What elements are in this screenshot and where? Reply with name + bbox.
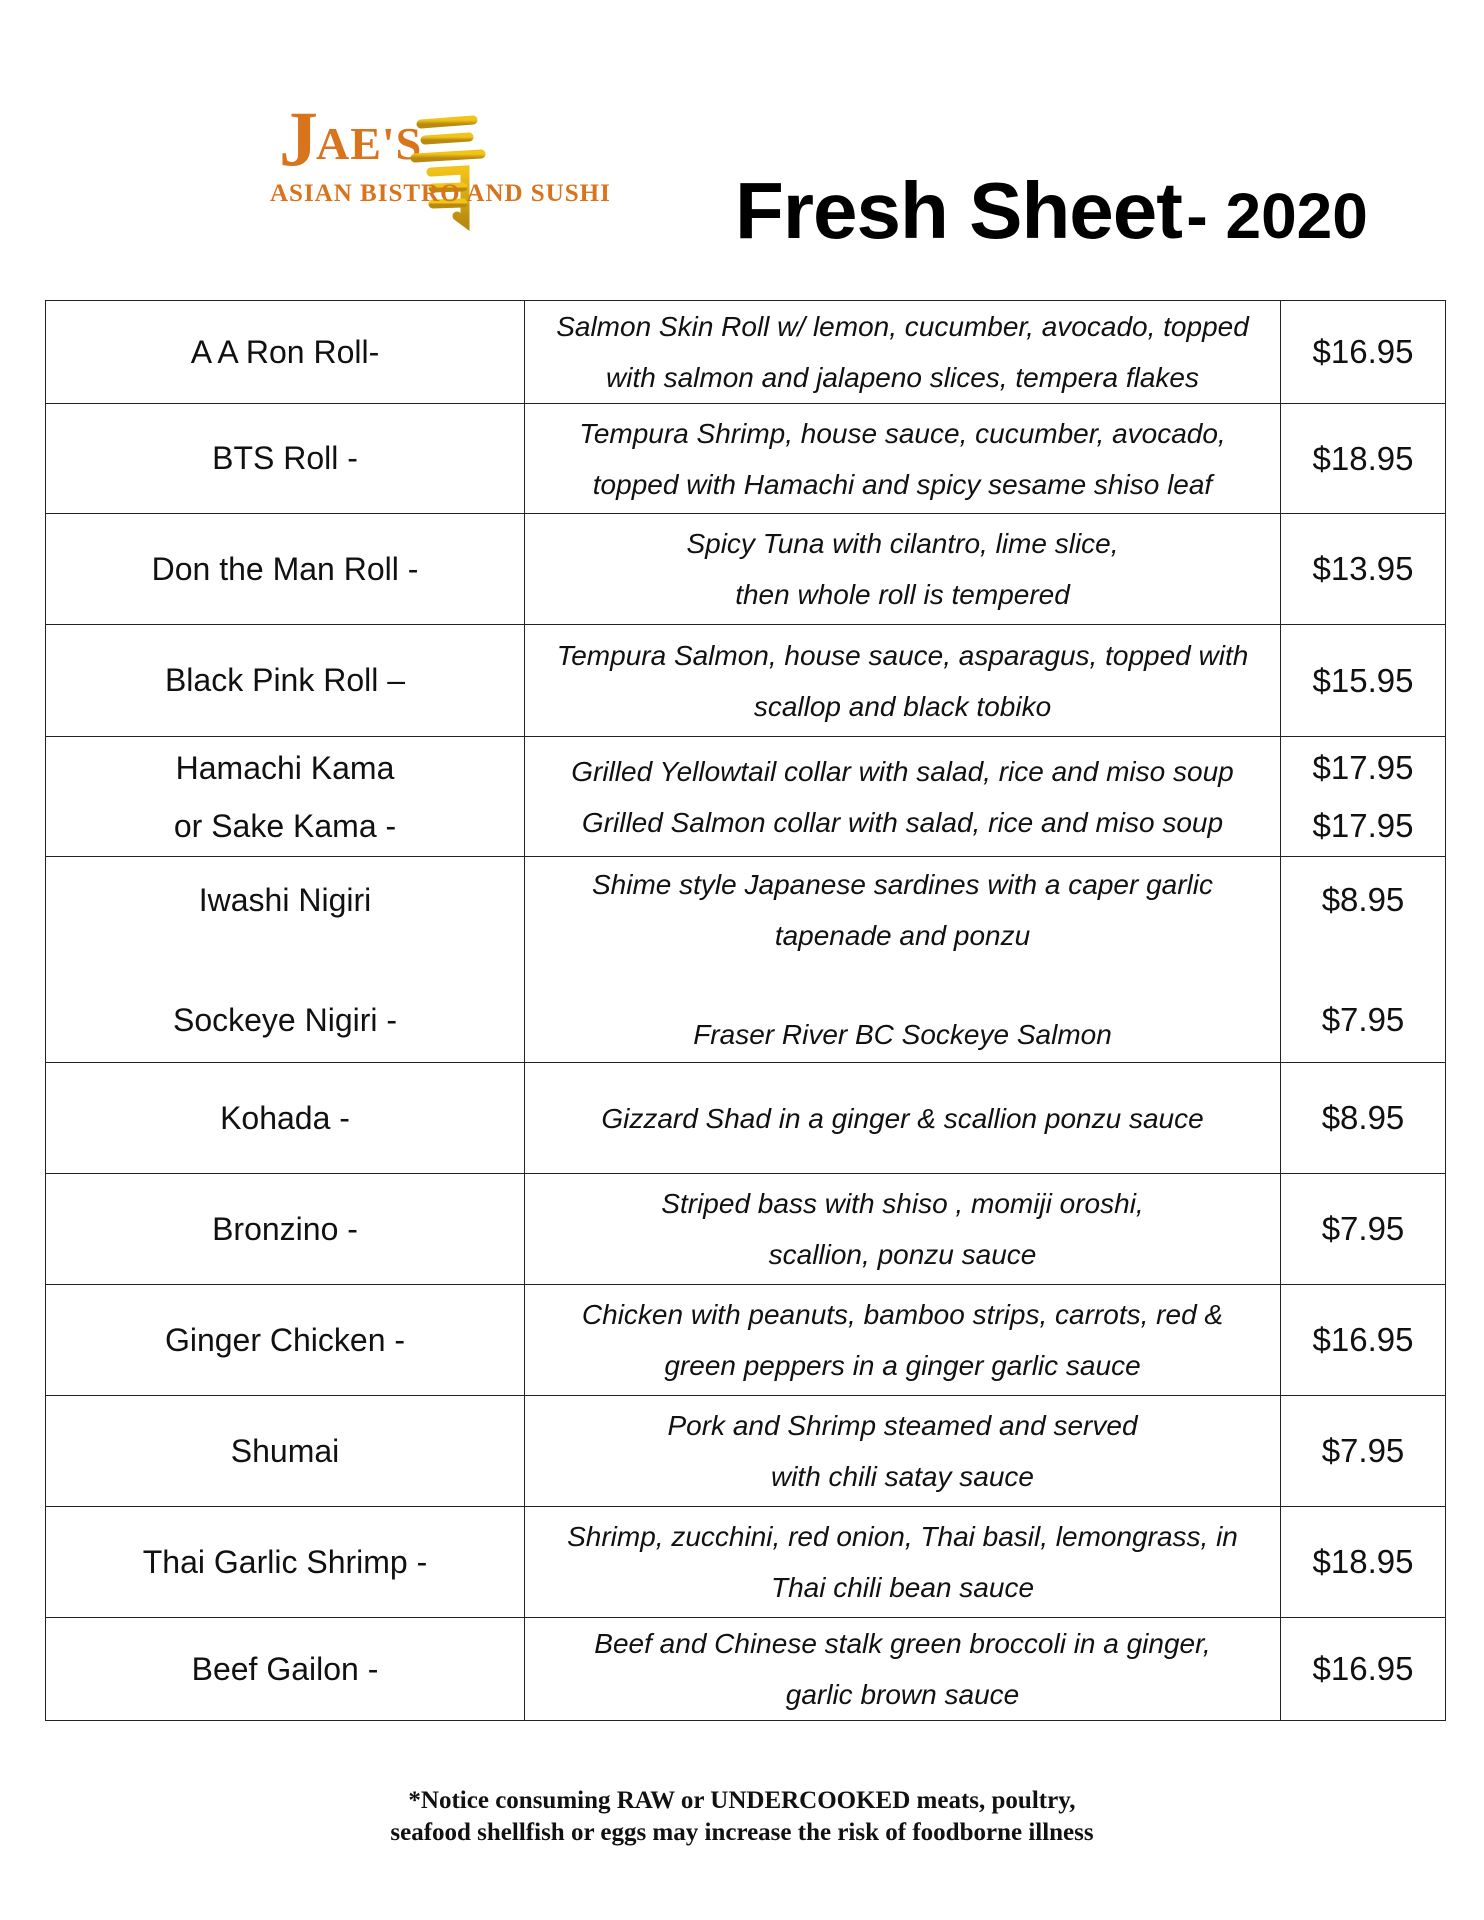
item-name: Beef Gailon - (46, 1618, 525, 1721)
logo-wordmark (279, 95, 423, 182)
item-price: $16.95 (1281, 1285, 1446, 1396)
menu-table (45, 300, 1446, 1721)
logo-name-rest: AE'S (316, 118, 423, 169)
item-description: Gizzard Shad in a ginger & scallion ponzu sauce (525, 1063, 1281, 1174)
item-description: Shime style Japanese sardines with a caper garlic tapenade and ponzu Fraser River BC Sockeye Salmon (525, 857, 1281, 1063)
item-name: Black Pink Roll – (46, 625, 525, 737)
item-name: Shumai (46, 1396, 525, 1507)
item-price: $17.95 $17.95 (1281, 737, 1446, 857)
menu-row (46, 404, 1446, 514)
item-name: Ginger Chicken - (46, 1285, 525, 1396)
item-price: $8.95 (1281, 1063, 1446, 1174)
item-description: Shrimp, zucchini, red onion, Thai basil, lemongrass, in Thai chili bean sauce (525, 1507, 1281, 1618)
item-name: Don the Man Roll - (46, 514, 525, 625)
menu-row (46, 737, 1446, 857)
item-description: Chicken with peanuts, bamboo strips, carrots, red & green peppers in a ginger garlic sauce (525, 1285, 1281, 1396)
item-name: Iwashi Nigiri Sockeye Nigiri - (46, 857, 525, 1063)
logo-calligraphy-icon (407, 102, 487, 232)
menu-row (46, 1507, 1446, 1618)
item-price: $18.95 (1281, 1507, 1446, 1618)
title-main: Fresh Sheet (735, 166, 1182, 255)
menu-row (46, 514, 1446, 625)
menu-row (46, 1285, 1446, 1396)
item-price: $16.95 (1281, 1618, 1446, 1721)
food-safety-notice: *Notice consuming RAW or UNDERCOOKED meats, poultry, seafood shellfish or eggs may increase the risk of foodborne illness (390, 1787, 1094, 1846)
logo-subtitle: ASIAN BISTRO AND SUSHI (270, 180, 611, 207)
menu-row (46, 1396, 1446, 1507)
logo-initial: J (279, 95, 316, 182)
item-name: Bronzino - (46, 1174, 525, 1285)
menu-row (46, 625, 1446, 737)
item-price: $16.95 (1281, 301, 1446, 404)
page-title (735, 165, 1368, 257)
item-description: Tempura Shrimp, house sauce, cucumber, avocado, topped with Hamachi and spicy sesame shiso leaf (525, 404, 1281, 514)
item-description: Striped bass with shiso , momiji oroshi, scallion, ponzu sauce (525, 1174, 1281, 1285)
title-year: - 2020 (1186, 180, 1368, 252)
item-description: Spicy Tuna with cilantro, lime slice, then whole roll is tempered (525, 514, 1281, 625)
item-price: $15.95 (1281, 625, 1446, 737)
restaurant-logo (265, 95, 611, 240)
item-price: $18.95 (1281, 404, 1446, 514)
item-price: $7.95 (1281, 1396, 1446, 1507)
item-price: $7.95 (1281, 1174, 1446, 1285)
menu-row (46, 1618, 1446, 1721)
item-price: $8.95 $7.95 (1281, 857, 1446, 1063)
item-name: A A Ron Roll- (46, 301, 525, 404)
item-description: Salmon Skin Roll w/ lemon, cucumber, avocado, topped with salmon and jalapeno slices, tempera flakes (525, 301, 1281, 404)
menu-row (46, 301, 1446, 404)
item-name: Thai Garlic Shrimp - (46, 1507, 525, 1618)
menu-row (46, 857, 1446, 1063)
item-name: Hamachi Kama or Sake Kama - (46, 737, 525, 857)
item-description: Pork and Shrimp steamed and served with chili satay sauce (525, 1396, 1281, 1507)
item-price: $13.95 (1281, 514, 1446, 625)
item-name: BTS Roll - (46, 404, 525, 514)
item-description: Tempura Salmon, house sauce, asparagus, topped with scallop and black tobiko (525, 625, 1281, 737)
menu-row (46, 1063, 1446, 1174)
item-description: Grilled Yellowtail collar with salad, rice and miso soup Grilled Salmon collar with salad, rice and miso soup (525, 737, 1281, 857)
item-name: Kohada - (46, 1063, 525, 1174)
item-description: Beef and Chinese stalk green broccoli in a ginger, garlic brown sauce (525, 1618, 1281, 1721)
menu-row (46, 1174, 1446, 1285)
